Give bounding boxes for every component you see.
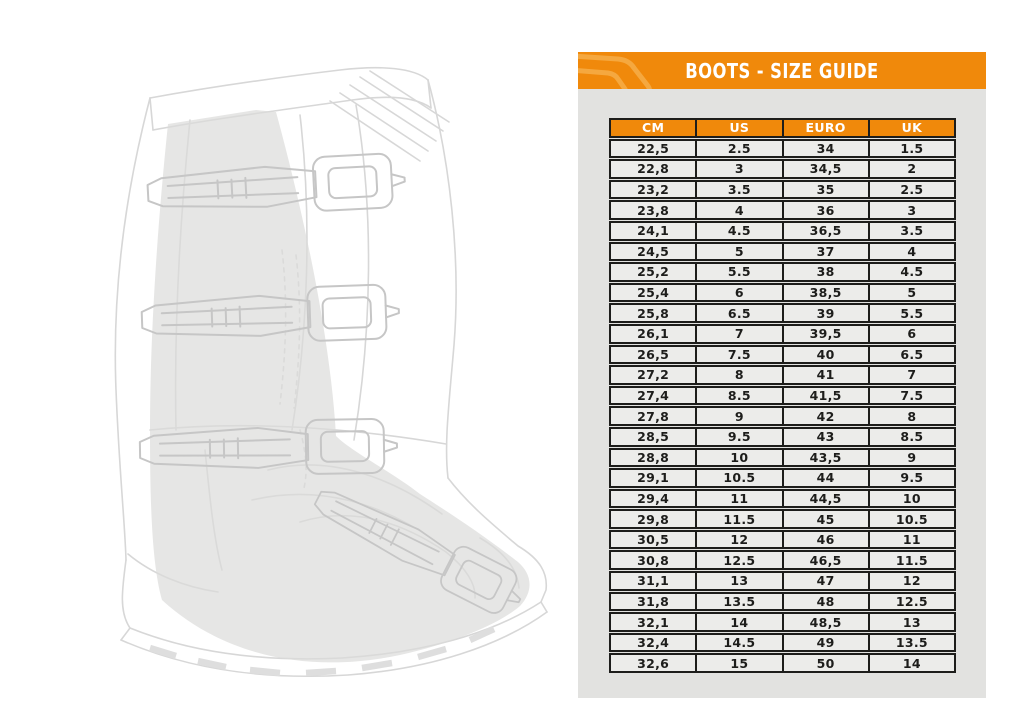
size-value-cell: 10 bbox=[868, 489, 956, 509]
size-value-cell: 15 bbox=[695, 653, 783, 673]
size-value-cell: 9 bbox=[868, 448, 956, 468]
size-table-row bbox=[609, 159, 956, 179]
acerbis-logo-icon bbox=[578, 52, 702, 89]
size-value-cell: 30,8 bbox=[609, 550, 697, 570]
size-value-cell: 38 bbox=[782, 262, 870, 282]
size-value-cell: 13.5 bbox=[868, 633, 956, 653]
size-table bbox=[609, 118, 956, 673]
size-value-cell: 4.5 bbox=[695, 221, 783, 241]
size-value-cell: 29,8 bbox=[609, 509, 697, 529]
size-value-cell: 13.5 bbox=[695, 592, 783, 612]
size-value-cell: 2 bbox=[868, 159, 956, 179]
size-value-cell: 36 bbox=[782, 200, 870, 220]
size-value-cell: 9.5 bbox=[695, 427, 783, 447]
size-value-cell: 12.5 bbox=[695, 550, 783, 570]
size-value-cell: 11 bbox=[695, 489, 783, 509]
size-value-cell: 39 bbox=[782, 303, 870, 323]
size-value-cell: 50 bbox=[782, 653, 870, 673]
size-table-row bbox=[609, 200, 956, 220]
size-table-row bbox=[609, 139, 956, 159]
size-table-row bbox=[609, 509, 956, 529]
size-table-header-row bbox=[609, 118, 956, 138]
size-value-cell: 26,5 bbox=[609, 345, 697, 365]
size-value-cell: 12 bbox=[695, 530, 783, 550]
size-value-cell: 41,5 bbox=[782, 386, 870, 406]
size-value-cell: 3.5 bbox=[695, 180, 783, 200]
size-value-cell: 2.5 bbox=[868, 180, 956, 200]
size-value-cell: 3 bbox=[695, 159, 783, 179]
size-table-row bbox=[609, 345, 956, 365]
size-guide-panel bbox=[578, 52, 986, 698]
size-value-cell: 11.5 bbox=[695, 509, 783, 529]
size-value-cell: 48,5 bbox=[782, 612, 870, 632]
size-value-cell: 24,1 bbox=[609, 221, 697, 241]
size-value-cell: 11.5 bbox=[868, 550, 956, 570]
size-value-cell: 14 bbox=[868, 653, 956, 673]
size-table-row bbox=[609, 427, 956, 447]
size-value-cell: 31,1 bbox=[609, 571, 697, 591]
size-value-cell: 32,4 bbox=[609, 633, 697, 653]
size-table-row bbox=[609, 262, 956, 282]
size-value-cell: 7 bbox=[868, 365, 956, 385]
size-value-cell: 45 bbox=[782, 509, 870, 529]
size-value-cell: 44 bbox=[782, 468, 870, 488]
size-table-row bbox=[609, 180, 956, 200]
size-value-cell: 10.5 bbox=[695, 468, 783, 488]
size-value-cell: 14 bbox=[695, 612, 783, 632]
size-value-cell: 22,8 bbox=[609, 159, 697, 179]
size-value-cell: 8.5 bbox=[868, 427, 956, 447]
size-value-cell: 25,8 bbox=[609, 303, 697, 323]
size-value-cell: 49 bbox=[782, 633, 870, 653]
column-header-cell: EURO bbox=[782, 118, 870, 138]
size-value-cell: 6.5 bbox=[868, 345, 956, 365]
size-value-cell: 5 bbox=[695, 242, 783, 262]
size-value-cell: 35 bbox=[782, 180, 870, 200]
column-header-cell: UK bbox=[868, 118, 956, 138]
size-value-cell: 23,8 bbox=[609, 200, 697, 220]
size-value-cell: 37 bbox=[782, 242, 870, 262]
size-value-cell: 32,1 bbox=[609, 612, 697, 632]
size-table-row bbox=[609, 324, 956, 344]
size-table-row bbox=[609, 386, 956, 406]
size-table-row bbox=[609, 283, 956, 303]
size-value-cell: 9 bbox=[695, 406, 783, 426]
column-header-cell: US bbox=[695, 118, 783, 138]
size-value-cell: 6 bbox=[695, 283, 783, 303]
size-value-cell: 8 bbox=[868, 406, 956, 426]
size-value-cell: 6 bbox=[868, 324, 956, 344]
size-value-cell: 43,5 bbox=[782, 448, 870, 468]
size-table-row bbox=[609, 303, 956, 323]
size-table-row bbox=[609, 448, 956, 468]
size-table-row bbox=[609, 221, 956, 241]
size-guide-header bbox=[578, 52, 986, 89]
size-value-cell: 34,5 bbox=[782, 159, 870, 179]
column-header-cell: CM bbox=[609, 118, 697, 138]
size-table-row bbox=[609, 530, 956, 550]
size-value-cell: 9.5 bbox=[868, 468, 956, 488]
size-value-cell: 44,5 bbox=[782, 489, 870, 509]
size-table-row bbox=[609, 571, 956, 591]
size-value-cell: 27,4 bbox=[609, 386, 697, 406]
size-value-cell: 25,4 bbox=[609, 283, 697, 303]
size-value-cell: 8.5 bbox=[695, 386, 783, 406]
size-value-cell: 46,5 bbox=[782, 550, 870, 570]
size-value-cell: 36,5 bbox=[782, 221, 870, 241]
size-value-cell: 3.5 bbox=[868, 221, 956, 241]
size-table-row bbox=[609, 468, 956, 488]
size-value-cell: 8 bbox=[695, 365, 783, 385]
size-table-row bbox=[609, 592, 956, 612]
size-value-cell: 5.5 bbox=[868, 303, 956, 323]
size-value-cell: 7.5 bbox=[695, 345, 783, 365]
page-title: BOOTS - SIZE GUIDE bbox=[685, 58, 879, 83]
size-value-cell: 28,8 bbox=[609, 448, 697, 468]
size-value-cell: 32,6 bbox=[609, 653, 697, 673]
size-value-cell: 26,1 bbox=[609, 324, 697, 344]
size-value-cell: 10.5 bbox=[868, 509, 956, 529]
size-value-cell: 4 bbox=[695, 200, 783, 220]
size-value-cell: 27,2 bbox=[609, 365, 697, 385]
size-value-cell: 40 bbox=[782, 345, 870, 365]
size-value-cell: 3 bbox=[868, 200, 956, 220]
size-value-cell: 24,5 bbox=[609, 242, 697, 262]
size-value-cell: 4.5 bbox=[868, 262, 956, 282]
size-value-cell: 1.5 bbox=[868, 139, 956, 159]
size-value-cell: 39,5 bbox=[782, 324, 870, 344]
boot-shaded-panel bbox=[150, 110, 530, 662]
size-value-cell: 42 bbox=[782, 406, 870, 426]
size-table-row bbox=[609, 612, 956, 632]
size-table-row bbox=[609, 242, 956, 262]
size-value-cell: 28,5 bbox=[609, 427, 697, 447]
size-value-cell: 13 bbox=[868, 612, 956, 632]
size-table-row bbox=[609, 489, 956, 509]
size-value-cell: 34 bbox=[782, 139, 870, 159]
size-table-row bbox=[609, 550, 956, 570]
size-value-cell: 25,2 bbox=[609, 262, 697, 282]
size-value-cell: 48 bbox=[782, 592, 870, 612]
size-value-cell: 27,8 bbox=[609, 406, 697, 426]
size-value-cell: 29,4 bbox=[609, 489, 697, 509]
size-value-cell: 13 bbox=[695, 571, 783, 591]
size-value-cell: 10 bbox=[695, 448, 783, 468]
size-table-row bbox=[609, 653, 956, 673]
size-value-cell: 46 bbox=[782, 530, 870, 550]
size-value-cell: 47 bbox=[782, 571, 870, 591]
size-value-cell: 41 bbox=[782, 365, 870, 385]
size-value-cell: 11 bbox=[868, 530, 956, 550]
size-value-cell: 23,2 bbox=[609, 180, 697, 200]
size-value-cell: 12.5 bbox=[868, 592, 956, 612]
size-value-cell: 14.5 bbox=[695, 633, 783, 653]
size-table-row bbox=[609, 365, 956, 385]
size-value-cell: 7.5 bbox=[868, 386, 956, 406]
size-value-cell: 31,8 bbox=[609, 592, 697, 612]
size-value-cell: 30,5 bbox=[609, 530, 697, 550]
size-value-cell: 12 bbox=[868, 571, 956, 591]
size-value-cell: 5.5 bbox=[695, 262, 783, 282]
size-value-cell: 5 bbox=[868, 283, 956, 303]
size-value-cell: 2.5 bbox=[695, 139, 783, 159]
size-value-cell: 6.5 bbox=[695, 303, 783, 323]
size-value-cell: 22,5 bbox=[609, 139, 697, 159]
size-value-cell: 38,5 bbox=[782, 283, 870, 303]
size-table-row bbox=[609, 633, 956, 653]
size-value-cell: 43 bbox=[782, 427, 870, 447]
size-value-cell: 29,1 bbox=[609, 468, 697, 488]
size-value-cell: 4 bbox=[868, 242, 956, 262]
size-value-cell: 7 bbox=[695, 324, 783, 344]
size-table-row bbox=[609, 406, 956, 426]
